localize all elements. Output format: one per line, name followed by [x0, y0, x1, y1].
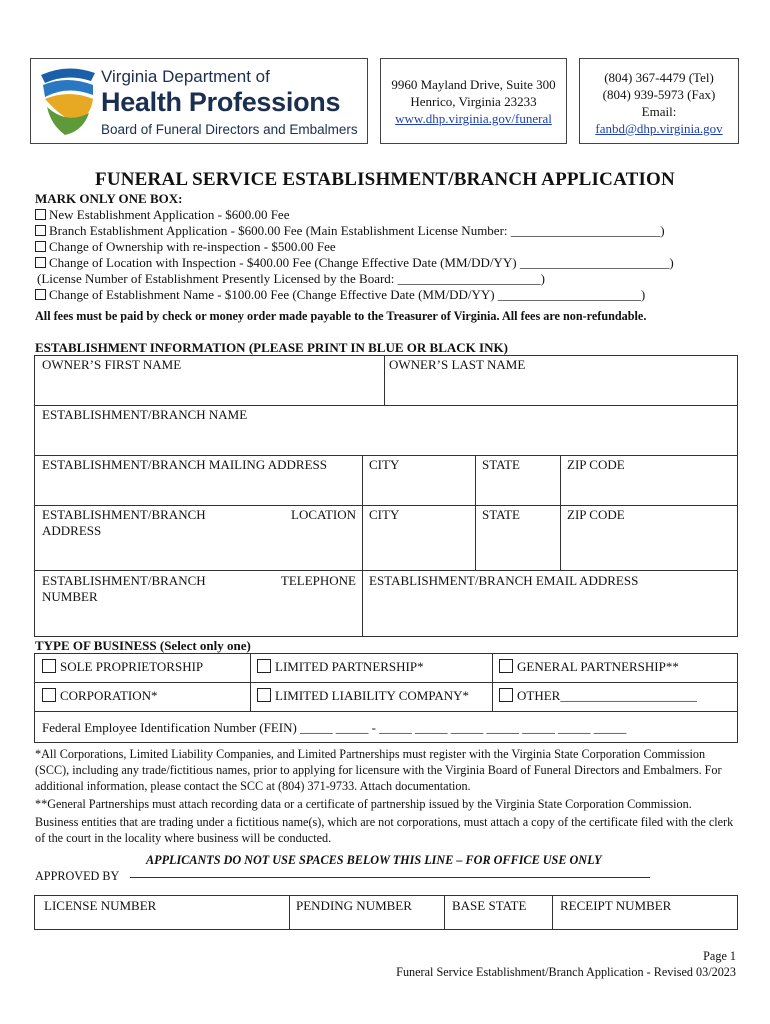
- logo-line2: Health Professions: [101, 87, 341, 117]
- approved-by-label: APPROVED BY: [35, 869, 120, 883]
- application-type-options: [35, 207, 755, 303]
- location-zip-field[interactable]: ZIP CODE: [567, 507, 625, 522]
- option-change-name[interactable]: Change of Establishment Name - $100.00 Fee (Change Effective Date (MM/DD/YY) ______________________): [35, 287, 755, 303]
- location-address-field[interactable]: ESTABLISHMENT/BRANCH LOCATION ADDRESS: [42, 507, 356, 538]
- checkbox[interactable]: [499, 688, 513, 702]
- pending-number-field: PENDING NUMBER: [296, 898, 412, 913]
- fein-field[interactable]: Federal Employee Identification Number (FEIN) _____ _____ - _____ _____ _____ _____ _____ _____ _____: [42, 720, 627, 735]
- checkbox[interactable]: [35, 209, 46, 220]
- email-label: Email:: [641, 104, 677, 119]
- checkbox[interactable]: [35, 289, 46, 300]
- license-number-line: (License Number of Establishment Presently Licensed by the Board: ______________________): [37, 271, 545, 286]
- address-line2: Henrico, Virginia 23233: [410, 94, 537, 109]
- page-title: FUNERAL SERVICE ESTABLISHMENT/BRANCH APPLICATION: [95, 169, 675, 190]
- business-limited-partnership[interactable]: LIMITED PARTNERSHIP*: [257, 659, 424, 675]
- email-address-field[interactable]: ESTABLISHMENT/BRANCH EMAIL ADDRESS: [369, 573, 639, 588]
- checkbox[interactable]: [42, 688, 56, 702]
- address-line1: 9960 Mayland Drive, Suite 300: [391, 77, 556, 92]
- business-other[interactable]: OTHER_____________________: [499, 688, 697, 704]
- note-general-partnership: **General Partnerships must attach recording data or a certificate of partnership issued by the Virginia State Corporation Commission.: [35, 797, 692, 811]
- location-city-field[interactable]: CITY: [369, 507, 400, 522]
- email-link[interactable]: fanbd@dhp.virginia.gov: [595, 121, 723, 136]
- mailing-state-field[interactable]: STATE: [482, 457, 520, 472]
- business-llc[interactable]: LIMITED LIABILITY COMPANY*: [257, 688, 469, 704]
- option-new[interactable]: New Establishment Application - $600.00 Fee: [35, 207, 755, 223]
- option-change-ownership[interactable]: Change of Ownership with re-inspection - $500.00 Fee: [35, 239, 755, 255]
- receipt-number-field: RECEIPT NUMBER: [560, 898, 672, 913]
- logo-line1: Virginia Department of: [101, 67, 270, 86]
- dhp-logo-icon: [37, 65, 99, 139]
- business-general-partnership[interactable]: GENERAL PARTNERSHIP**: [499, 659, 679, 675]
- business-sole-proprietorship[interactable]: SOLE PROPRIETORSHIP: [42, 659, 203, 675]
- location-state-field[interactable]: STATE: [482, 507, 520, 522]
- license-number-field: LICENSE NUMBER: [44, 898, 157, 913]
- website-link[interactable]: www.dhp.virginia.gov/funeral: [395, 111, 552, 126]
- option-branch[interactable]: Branch Establishment Application - $600.00 Fee (Main Establishment License Number: _______________________): [35, 223, 755, 239]
- fees-note: All fees must be paid by check or money order made payable to the Treasurer of Virginia. All fees are non-refundable.: [35, 309, 647, 323]
- telephone-field[interactable]: ESTABLISHMENT/BRANCH TELEPHONE NUMBER: [42, 573, 356, 604]
- logo-line3: Board of Funeral Directors and Embalmers: [101, 122, 358, 137]
- note-registration: *All Corporations, Limited Liability Companies, and Limited Partnerships must register with the Virginia State Corporation Commission (SCC), including any trade/fictitious names, prior to applying for licensure with the Virginia Board of Funeral Directors and Embalmers. For additional information, please contact the SCC at (804) 371-9733. Attach documentation.: [35, 747, 722, 793]
- owner-first-name-field[interactable]: OWNER’S FIRST NAME: [42, 357, 182, 372]
- mailing-address-field[interactable]: ESTABLISHMENT/BRANCH MAILING ADDRESS: [42, 457, 327, 472]
- checkbox[interactable]: [257, 688, 271, 702]
- phone-tel: (804) 367-4479 (Tel): [604, 70, 714, 85]
- contact-box: [579, 58, 739, 144]
- mark-one-label: MARK ONLY ONE BOX:: [35, 191, 183, 206]
- phone-fax: (804) 939-5973 (Fax): [602, 87, 716, 102]
- establishment-heading: ESTABLISHMENT INFORMATION (PLEASE PRINT IN BLUE OR BLACK INK): [35, 340, 508, 355]
- mailing-city-field[interactable]: CITY: [369, 457, 400, 472]
- mailing-zip-field[interactable]: ZIP CODE: [567, 457, 625, 472]
- business-corporation[interactable]: CORPORATION*: [42, 688, 158, 704]
- logo-box: [30, 58, 368, 144]
- owner-last-name-field[interactable]: OWNER’S LAST NAME: [389, 357, 526, 372]
- option-change-location[interactable]: Change of Location with Inspection - $400.00 Fee (Change Effective Date (MM/DD/YY) _______________________): [35, 255, 755, 271]
- checkbox[interactable]: [42, 659, 56, 673]
- approved-by-line[interactable]: [130, 877, 650, 878]
- base-state-field: BASE STATE: [452, 898, 527, 913]
- branch-name-field[interactable]: ESTABLISHMENT/BRANCH NAME: [42, 407, 248, 422]
- checkbox[interactable]: [35, 241, 46, 252]
- checkbox[interactable]: [35, 257, 46, 268]
- business-type-heading: TYPE OF BUSINESS (Select only one): [35, 638, 251, 653]
- checkbox[interactable]: [35, 225, 46, 236]
- revision-note: Funeral Service Establishment/Branch Application - Revised 03/2023: [396, 965, 736, 979]
- checkbox[interactable]: [257, 659, 271, 673]
- page-number: Page 1: [703, 949, 736, 963]
- address-box: [380, 58, 567, 144]
- note-fictitious-name: Business entities that are trading under a fictitious name(s), which are not corporations, must attach a copy of the certificate filed with the clerk of the court in the locality where business will be conducted.: [35, 815, 734, 845]
- office-use-banner: APPLICANTS DO NOT USE SPACES BELOW THIS LINE – FOR OFFICE USE ONLY: [146, 853, 602, 867]
- checkbox[interactable]: [499, 659, 513, 673]
